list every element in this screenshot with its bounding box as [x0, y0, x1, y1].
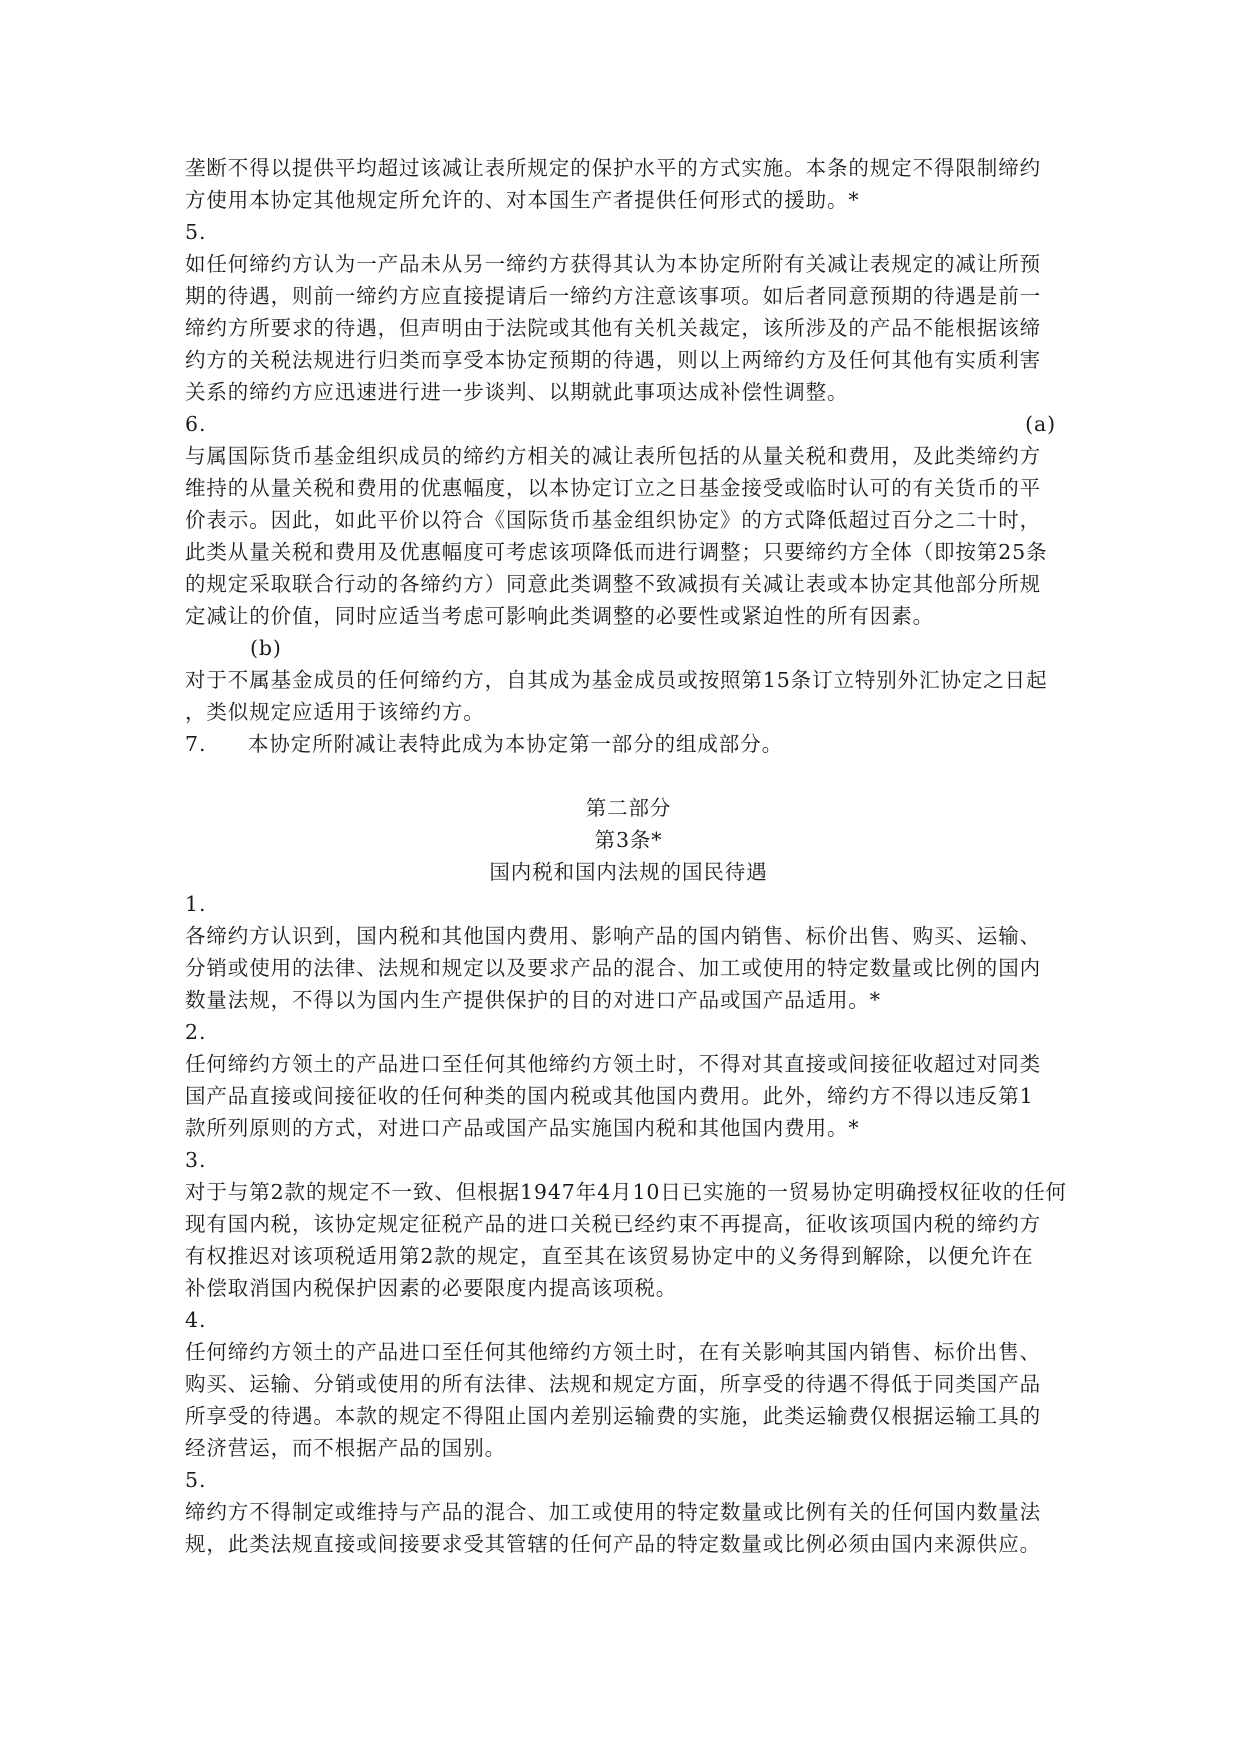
paragraph-number: 2.: [185, 1020, 207, 1044]
paragraph-line: 数量法规，不得以为国内生产提供保护的目的对进口产品或国产品适用。*: [185, 988, 881, 1012]
paragraph-number: 3.: [185, 1148, 207, 1172]
paragraph-line: 期的待遇，则前一缔约方应直接提请后一缔约方注意该事项。如后者同意预期的待遇是前一: [185, 284, 1041, 308]
paragraph-line: 缔约方不得制定或维持与产品的混合、加工或使用的特定数量或比例有关的任何国内数量法: [185, 1500, 1041, 1524]
paragraph-line: 垄断不得以提供平均超过该减让表所规定的保护水平的方式实施。本条的规定不得限制缔约: [185, 156, 1041, 180]
paragraph-line: ，类似规定应适用于该缔约方。: [185, 700, 485, 724]
paragraph-line: 现有国内税，该协定规定征税产品的进口关税已经约束不再提高，征收该项国内税的缔约方: [185, 1212, 1041, 1236]
paragraph-line: 规，此类法规直接或间接要求受其管辖的任何产品的特定数量或比例必须由国内来源供应。: [185, 1532, 1041, 1556]
paragraph-line: 本协定所附减让表特此成为本协定第一部分的组成部分。: [248, 732, 783, 756]
paragraph-line: 各缔约方认识到，国内税和其他国内费用、影响产品的国内销售、标价出售、购买、运输、: [185, 924, 1041, 948]
article-heading: 第3条*: [594, 828, 663, 852]
paragraph-line: 约方的关税法规进行归类而享受本协定预期的待遇，则以上两缔约方及任何其他有实质利害: [185, 348, 1041, 372]
paragraph-line: 对于与第2款的规定不一致、但根据1947年4月10日已实施的一贸易协定明确授权征收的任何: [185, 1180, 1067, 1204]
paragraph-line: 补偿取消国内税保护因素的必要限度内提高该项税。: [185, 1276, 678, 1300]
paragraph-line: 国产品直接或间接征收的任何种类的国内税或其他国内费用。此外，缔约方不得以违反第1: [185, 1084, 1034, 1108]
paragraph-line: 分销或使用的法律、法规和规定以及要求产品的混合、加工或使用的特定数量或比例的国内: [185, 956, 1041, 980]
paragraph-line: 任何缔约方领土的产品进口至任何其他缔约方领土时，不得对其直接或间接征收超过对同类: [185, 1052, 1041, 1076]
paragraph-number: 4.: [185, 1308, 207, 1332]
paragraph-line: 此类从量关税和费用及优惠幅度可考虑该项降低而进行调整；只要缔约方全体（即按第25条: [185, 540, 1048, 564]
subparagraph-marker: (a): [1025, 412, 1056, 436]
paragraph-line: 关系的缔约方应迅速进行进一步谈判、以期就此事项达成补偿性调整。: [185, 380, 849, 404]
paragraph-number: 7.: [185, 732, 207, 756]
paragraph-line: 经济营运，而不根据产品的国别。: [185, 1436, 506, 1460]
paragraph-number: 5.: [185, 220, 207, 244]
paragraph-line: 价表示。因此，如此平价以符合《国际货币基金组织协定》的方式降低超过百分之二十时，: [185, 508, 1041, 532]
paragraph-line: 定减让的价值，同时应适当考虑可影响此类调整的必要性或紧迫性的所有因素。: [185, 604, 934, 628]
paragraph-line: 的规定采取联合行动的各缔约方）同意此类调整不致减损有关减让表或本协定其他部分所规: [185, 572, 1041, 596]
paragraph-line: 任何缔约方领土的产品进口至任何其他缔约方领土时，在有关影响其国内销售、标价出售、: [185, 1340, 1041, 1364]
paragraph-line: 有权推迟对该项税适用第2款的规定，直至其在该贸易协定中的义务得到解除，以便允许在: [185, 1244, 1034, 1268]
subparagraph-marker: (b): [250, 636, 282, 660]
paragraph-line: 缔约方所要求的待遇，但声明由于法院或其他有关机关裁定，该所涉及的产品不能根据该缔: [185, 316, 1041, 340]
paragraph-number: 1.: [185, 892, 207, 916]
paragraph-line: 款所列原则的方式，对进口产品或国产品实施国内税和其他国内费用。*: [185, 1116, 860, 1140]
paragraph-number: 6.: [185, 412, 207, 436]
paragraph-line: 维持的从量关税和费用的优惠幅度，以本协定订立之日基金接受或临时认可的有关货币的平: [185, 476, 1041, 500]
paragraph-line: 所享受的待遇。本款的规定不得阻止国内差别运输费的实施，此类运输费仅根据运输工具的: [185, 1404, 1041, 1428]
paragraph-line: 与属国际货币基金组织成员的缔约方相关的减让表所包括的从量关税和费用，及此类缔约方: [185, 444, 1041, 468]
article-title: 国内税和国内法规的国民待遇: [489, 860, 768, 884]
paragraph-line: 购买、运输、分销或使用的所有法律、法规和规定方面，所享受的待遇不得低于同类国产品: [185, 1372, 1041, 1396]
part-heading: 第二部分: [585, 796, 672, 820]
paragraph-number: 5.: [185, 1468, 207, 1492]
paragraph-line: 方使用本协定其他规定所允许的、对本国生产者提供任何形式的援助。*: [185, 188, 860, 212]
paragraph-line: 如任何缔约方认为一产品未从另一缔约方获得其认为本协定所附有关减让表规定的减让所预: [185, 252, 1041, 276]
paragraph-line: 对于不属基金成员的任何缔约方，自其成为基金成员或按照第15条订立特别外汇协定之日起: [185, 668, 1048, 692]
